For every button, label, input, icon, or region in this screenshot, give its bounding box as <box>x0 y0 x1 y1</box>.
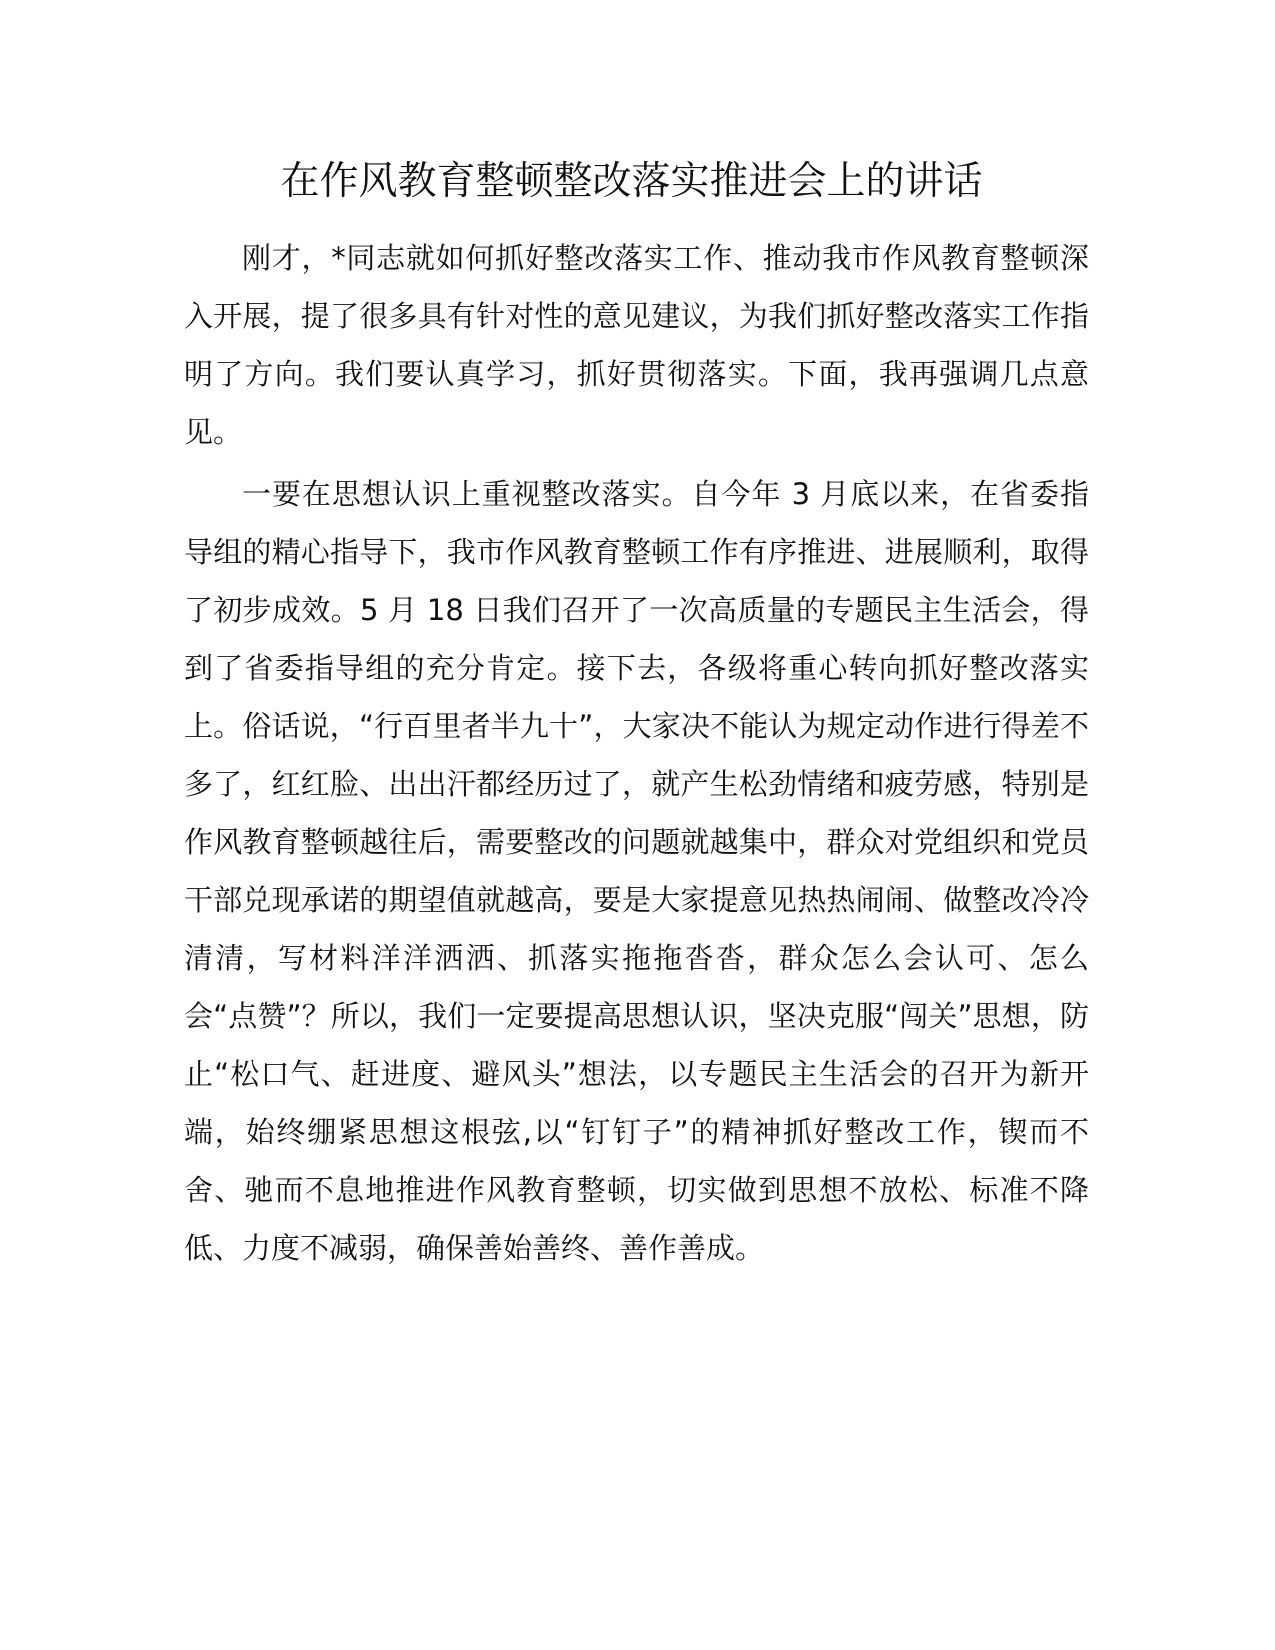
document-title: 在作风教育整顿整改落实推进会上的讲话 <box>280 159 983 204</box>
paragraph-point-one: 一要在思想认识上重视整改落实。自今年 3 月底以来，在省委指导组的精心指导下，我市作风教育整顿工作有序推进、进展顺利，取得了初步成效。5 月 18 日我们召开了一次高质量的专题民主生活会，得到了省委指导组的充分肯定。接下去，各级将重心转向抓好整改落实上。俗话说，“行百里者半九十”，大家决不能认为规定动作进行得差不多了，红红脸、出出汗都经历过了，就产生松劲情绪和疲劳感，特别是作风教育整顿越往后，需要整改的问题就越集中，群众对党组织和党员干部兑现承诺的期望值就越高，要是大家提意见热热闹闹、做整改冷冷清清，写材料洋洋洒洒、抓落实拖拖沓沓，群众怎么会认可、怎么会“点赞”？所以，我们一定要提高思想认识，坚决克服“闯关”思想，防止“松口气、赶进度、避风头”想法，以专题民主生活会的召开为新开端，始终绷紧思想这根弦,以“钉钉子”的精神抓好整改工作，锲而不舍、驰而不息地推进作风教育整顿，切实做到思想不放松、标准不降低、力度不减弱，确保善始善终、善作善成。 <box>184 477 1089 1265</box>
paragraph-intro: 刚才，*同志就如何抓好整改落实工作、推动我市作风教育整顿深入开展，提了很多具有针对性的意见建议，为我们抓好整改落实工作指明了方向。我们要认真学习，抓好贯彻落实。下面，我再强调几点意见。 <box>184 241 1089 449</box>
document-content <box>184 145 1089 1281</box>
